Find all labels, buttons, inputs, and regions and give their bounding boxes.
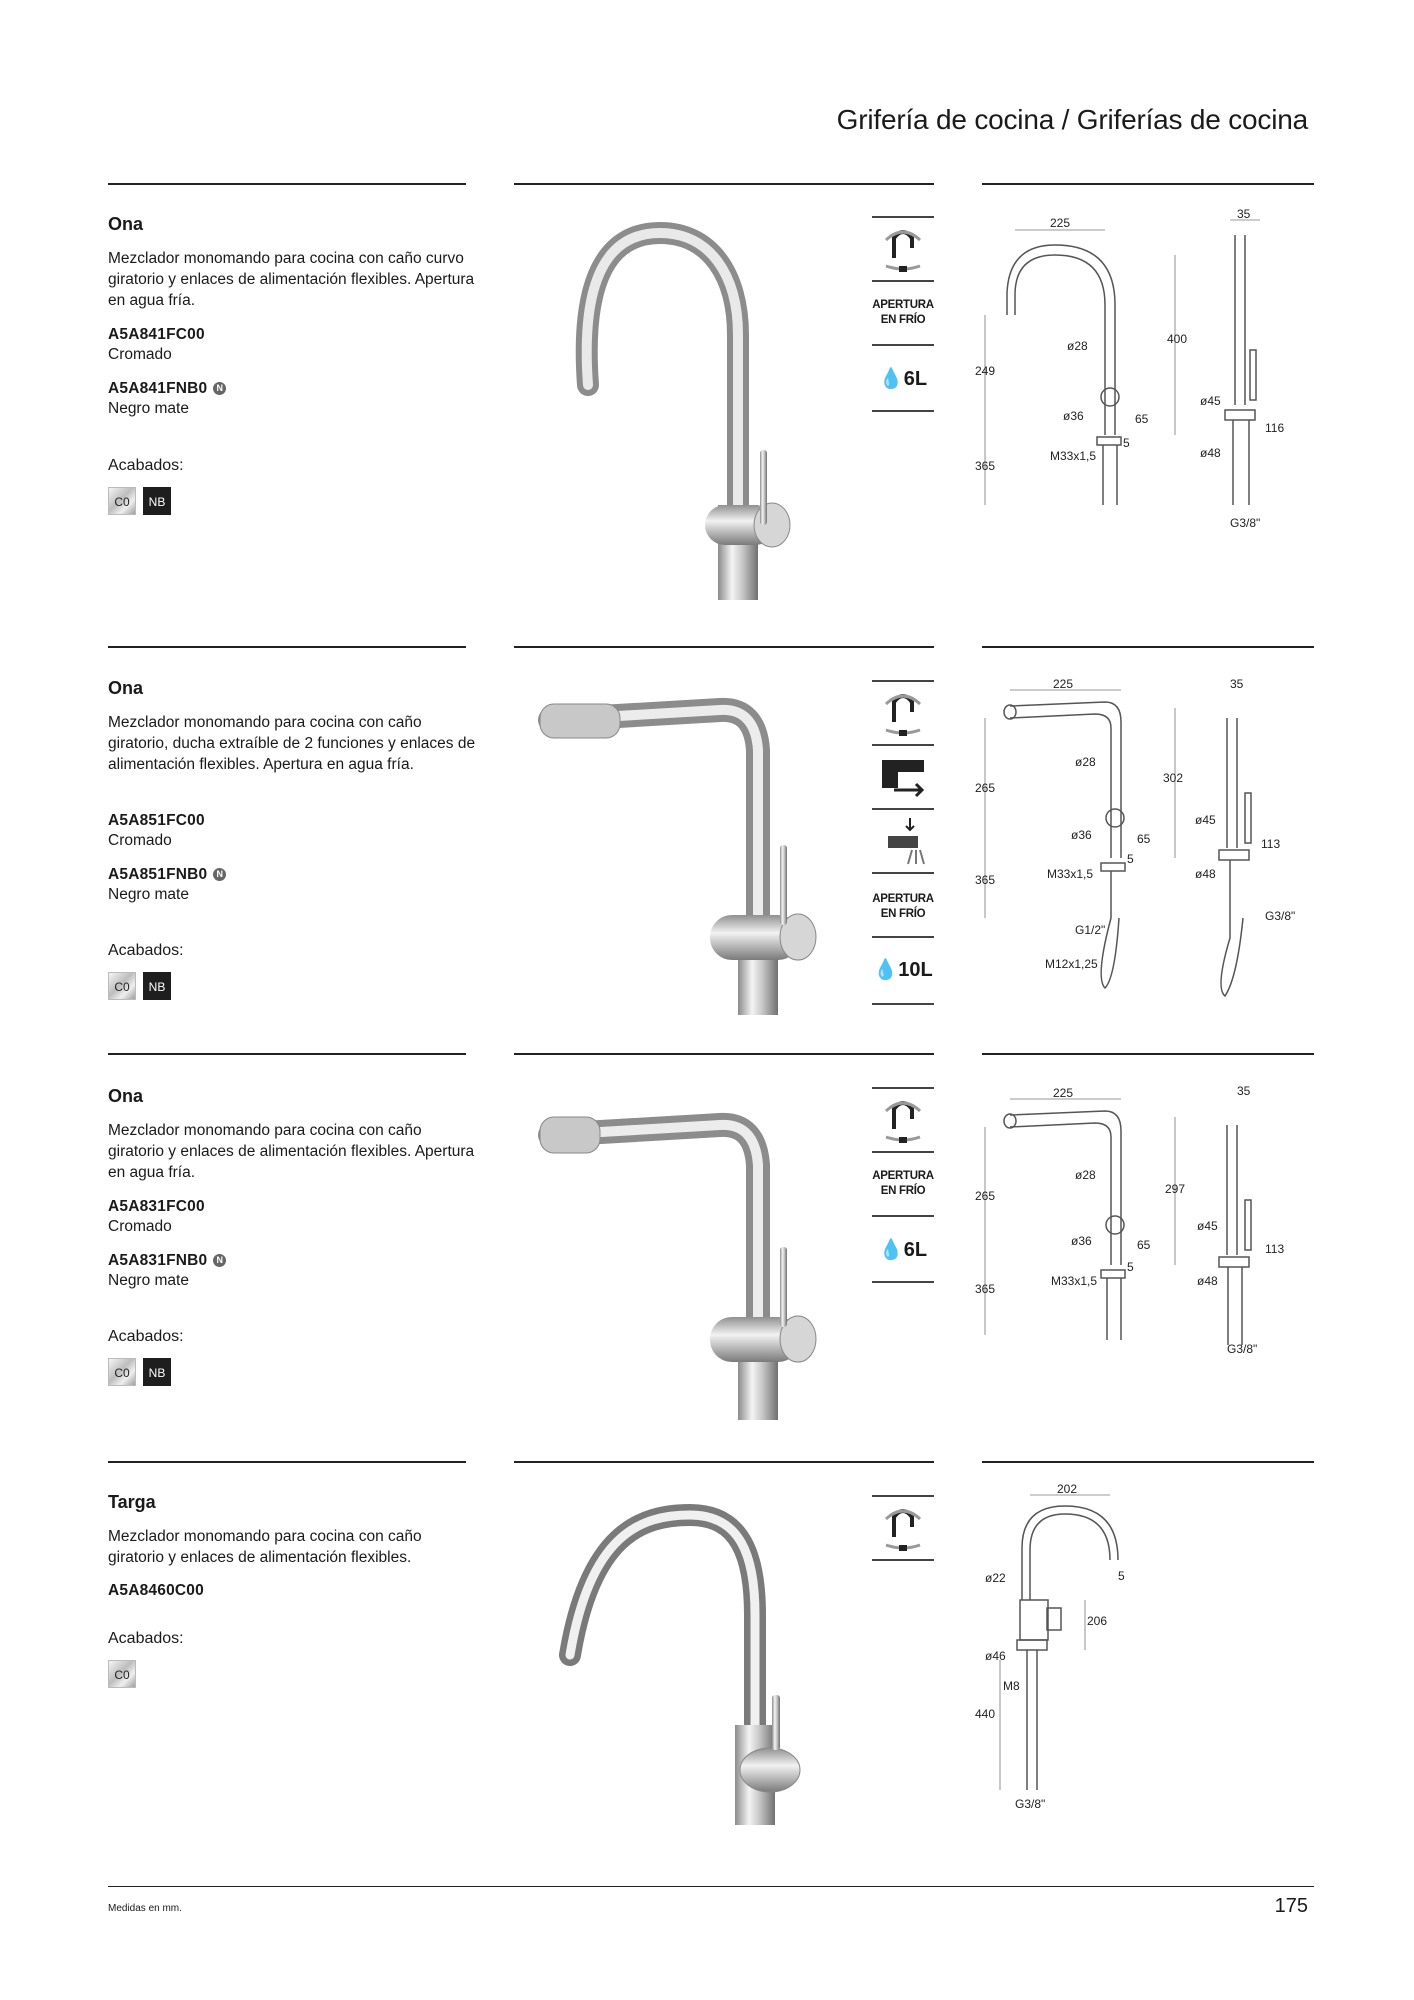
svg-text:225: 225 — [1050, 216, 1071, 230]
svg-text:35: 35 — [1230, 677, 1244, 691]
svg-text:ø28: ø28 — [1075, 1168, 1096, 1182]
swatch-chrome: C0 — [108, 487, 136, 515]
new-badge-icon: N — [213, 868, 226, 881]
footer-divider — [108, 1886, 1314, 1887]
svg-text:440: 440 — [975, 1707, 996, 1721]
svg-text:5: 5 — [1123, 436, 1130, 450]
svg-text:G3/8": G3/8" — [1265, 909, 1296, 923]
water-drop-icon: 💧 — [873, 959, 899, 981]
product-description: Mezclador monomando para cocina con caño giratorio y enlaces de alimentación flexibles. Apertura en agua fría. — [108, 1122, 475, 1181]
finish-name: Cromado — [108, 832, 172, 849]
svg-text:400: 400 — [1167, 332, 1188, 346]
svg-text:ø46: ø46 — [985, 1649, 1006, 1663]
divider — [514, 1461, 934, 1463]
finish-name: Negro mate — [108, 886, 189, 903]
divider — [982, 646, 1314, 648]
svg-text:M33x1,5: M33x1,5 — [1051, 1274, 1098, 1288]
product-code: A5A831FNB0 N — [108, 1252, 226, 1270]
page-title: Grifería de cocina / Griferías de cocina — [836, 104, 1308, 135]
cold-open-label: APERTURA EN FRÍO — [872, 1170, 934, 1197]
flow-rate: 💧6L — [878, 368, 928, 390]
svg-text:225: 225 — [1053, 677, 1074, 691]
divider — [108, 183, 466, 185]
svg-text:302: 302 — [1163, 771, 1184, 785]
swivel-spout-icon — [880, 222, 926, 276]
svg-text:ø45: ø45 — [1197, 1219, 1218, 1233]
svg-text:G3/8": G3/8" — [1015, 1797, 1046, 1811]
svg-text:249: 249 — [975, 364, 996, 378]
finish-name: Cromado — [108, 1218, 172, 1235]
svg-text:ø28: ø28 — [1075, 755, 1096, 769]
svg-text:ø36: ø36 — [1071, 828, 1092, 842]
svg-text:265: 265 — [975, 1189, 996, 1203]
finish-name: Cromado — [108, 346, 172, 363]
water-drop-icon: 💧 — [878, 1239, 904, 1261]
swatch-black: NB — [143, 1358, 171, 1386]
measurement-note: Medidas en mm. — [108, 1903, 182, 1914]
svg-text:ø36: ø36 — [1071, 1234, 1092, 1248]
divider — [108, 1461, 466, 1463]
technical-drawing — [975, 1085, 1315, 1385]
swatch-black: NB — [143, 487, 171, 515]
finish-name: Negro mate — [108, 1272, 189, 1289]
water-drop-icon: 💧 — [878, 368, 904, 390]
svg-text:265: 265 — [975, 781, 996, 795]
new-badge-icon: N — [213, 1254, 226, 1267]
product-code: A5A841FNB0 N — [108, 380, 226, 398]
divider — [514, 1053, 934, 1055]
cold-open-label: APERTURA EN FRÍO — [872, 893, 934, 920]
svg-text:365: 365 — [975, 459, 996, 473]
finishes-label: Acabados: — [108, 942, 184, 959]
product-image — [550, 215, 830, 605]
feature-icons — [872, 680, 934, 1010]
product-description: Mezclador monomando para cocina con caño giratorio, ducha extraíble de 2 funciones y enlaces de alimentación flexibles. Apertura en agua fría. — [108, 714, 476, 773]
svg-text:365: 365 — [975, 1282, 996, 1296]
svg-text:ø22: ø22 — [985, 1571, 1006, 1585]
svg-text:5: 5 — [1127, 1260, 1134, 1274]
product-description: Mezclador monomando para cocina con caño giratorio y enlaces de alimentación flexibles. — [108, 1528, 422, 1566]
divider — [108, 646, 466, 648]
spray-function-icon — [878, 816, 928, 868]
new-badge-icon: N — [213, 382, 226, 395]
product-code: A5A851FNB0 N — [108, 866, 226, 884]
svg-text:ø36: ø36 — [1063, 409, 1084, 423]
product-code: A5A841FC00 — [108, 326, 205, 343]
finish-name: Negro mate — [108, 400, 189, 417]
swatch-chrome: C0 — [108, 972, 136, 1000]
product-code: A5A8460C00 — [108, 1582, 204, 1599]
swatch-chrome: C0 — [108, 1358, 136, 1386]
swatch-chrome: C0 — [108, 1660, 136, 1688]
technical-drawing — [975, 207, 1315, 535]
svg-text:M33x1,5: M33x1,5 — [1050, 449, 1097, 463]
feature-icons — [872, 1087, 934, 1287]
svg-text:M33x1,5: M33x1,5 — [1047, 867, 1094, 881]
divider — [514, 183, 934, 185]
svg-text:M12x1,25: M12x1,25 — [1045, 957, 1098, 971]
swatch-black: NB — [143, 972, 171, 1000]
svg-text:ø48: ø48 — [1200, 446, 1221, 460]
product-name: Ona — [108, 214, 144, 234]
svg-text:113: 113 — [1265, 1242, 1285, 1256]
svg-text:ø48: ø48 — [1195, 867, 1216, 881]
page-number: 175 — [1274, 1895, 1308, 1917]
finishes-label: Acabados: — [108, 1328, 184, 1345]
swivel-spout-icon — [880, 1093, 926, 1147]
svg-text:5: 5 — [1127, 852, 1134, 866]
svg-text:113: 113 — [1261, 837, 1281, 851]
product-image — [530, 690, 840, 1020]
svg-text:297: 297 — [1165, 1182, 1186, 1196]
product-description: Mezclador monomando para cocina con caño curvo giratorio y enlaces de alimentación flexibles. Apertura en agua fría. — [108, 250, 475, 309]
svg-text:116: 116 — [1265, 421, 1285, 435]
finishes-label: Acabados: — [108, 1630, 184, 1647]
svg-text:G3/8": G3/8" — [1227, 1342, 1258, 1356]
svg-text:5: 5 — [1118, 1569, 1125, 1583]
product-image — [550, 1495, 830, 1840]
svg-text:35: 35 — [1237, 1084, 1251, 1098]
feature-icons — [872, 216, 934, 416]
svg-text:G1/2": G1/2" — [1075, 923, 1106, 937]
cold-open-label: APERTURA EN FRÍO — [872, 299, 934, 326]
product-code: A5A831FC00 — [108, 1198, 205, 1215]
svg-text:202: 202 — [1057, 1482, 1078, 1496]
swivel-spout-icon — [880, 686, 926, 740]
svg-text:225: 225 — [1053, 1086, 1074, 1100]
svg-text:ø28: ø28 — [1067, 339, 1088, 353]
divider — [982, 183, 1314, 185]
divider — [982, 1461, 1314, 1463]
svg-text:65: 65 — [1137, 1238, 1151, 1252]
flow-rate: 💧10L — [873, 959, 933, 981]
swivel-spout-icon — [880, 1501, 926, 1555]
finishes-label: Acabados: — [108, 457, 184, 474]
svg-text:365: 365 — [975, 873, 996, 887]
product-code: A5A851FC00 — [108, 812, 205, 829]
svg-text:206: 206 — [1087, 1614, 1108, 1628]
svg-text:ø48: ø48 — [1197, 1274, 1218, 1288]
product-name: Ona — [108, 1086, 144, 1106]
product-name: Ona — [108, 678, 144, 698]
svg-text:65: 65 — [1135, 412, 1149, 426]
divider — [514, 646, 934, 648]
svg-text:M8: M8 — [1003, 1679, 1020, 1693]
svg-text:35: 35 — [1237, 207, 1251, 221]
svg-text:ø45: ø45 — [1200, 394, 1221, 408]
flow-rate: 💧6L — [878, 1239, 928, 1261]
pull-out-shower-icon — [878, 754, 928, 798]
product-name: Targa — [108, 1492, 156, 1512]
feature-icons — [872, 1495, 934, 1565]
svg-text:65: 65 — [1137, 832, 1151, 846]
technical-drawing — [975, 678, 1315, 1008]
svg-text:G3/8": G3/8" — [1230, 516, 1261, 530]
svg-text:ø45: ø45 — [1195, 813, 1216, 827]
divider — [108, 1053, 466, 1055]
divider — [982, 1053, 1314, 1055]
technical-drawing — [975, 1482, 1175, 1820]
product-image — [530, 1095, 840, 1425]
